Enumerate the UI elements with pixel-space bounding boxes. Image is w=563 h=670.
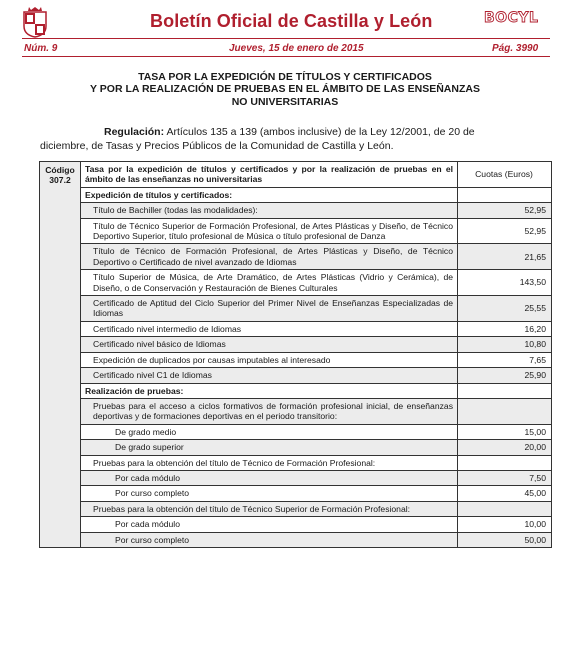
fee-description: Pruebas para la obtención del título de Técnico Superior de Formación Profesional: <box>81 501 458 516</box>
fee-amount <box>458 455 552 470</box>
fee-row <box>40 352 552 367</box>
fee-row <box>40 455 552 470</box>
fee-description: Por curso completo <box>81 486 458 501</box>
regulation-paragraph <box>40 125 530 153</box>
fee-row <box>40 244 552 270</box>
fee-amount: 25,90 <box>458 368 552 383</box>
header-top-rule <box>22 38 550 39</box>
bocyl-logo: BOCYL <box>484 10 539 26</box>
fee-amount: 7,65 <box>458 352 552 367</box>
code-cell <box>40 162 81 548</box>
fee-description: Por cada módulo <box>81 517 458 532</box>
fee-row <box>40 368 552 383</box>
fee-row <box>40 486 552 501</box>
fee-description: Título de Bachiller (todas las modalidades): <box>81 203 458 218</box>
fee-amount: 20,00 <box>458 440 552 455</box>
fee-amount: 45,00 <box>458 486 552 501</box>
fee-description: De grado medio <box>81 424 458 439</box>
fee-row <box>40 296 552 322</box>
page-number: Pág. 3990 <box>492 43 539 54</box>
fee-row <box>40 470 552 485</box>
fee-description: Título Superior de Música, de Arte Dramático, de Artes Plásticas (Vidrio y Cerámica), de Diseño, o de Conservación y Restauración de Bienes Culturales <box>81 270 458 296</box>
fee-description: Título de Técnico de Formación Profesional, de Artes Plásticas y Diseño, de Técnico Deportivo o Certificado de nivel avanzado de Idiomas <box>81 244 458 270</box>
fee-description: Certificado nivel intermedio de Idiomas <box>81 321 458 336</box>
fee-description: Realización de pruebas: <box>81 383 458 398</box>
title-line: Y POR LA REALIZACIÓN DE PRUEBAS EN EL ÁMBITO DE LAS ENSEÑANZAS <box>90 83 480 96</box>
fee-description: Por cada módulo <box>81 470 458 485</box>
coat-of-arms-icon <box>22 6 48 38</box>
fee-description: Pruebas para la obtención del título de Técnico de Formación Profesional: <box>81 455 458 470</box>
fee-amount: 52,95 <box>458 218 552 244</box>
regulation-label: Regulación: <box>104 126 165 138</box>
fee-amount <box>458 383 552 398</box>
fee-amount: 52,95 <box>458 203 552 218</box>
title-line: NO UNIVERSITARIAS <box>231 95 339 108</box>
section-row <box>40 383 552 398</box>
fee-description: Certificado nivel C1 de Idiomas <box>81 368 458 383</box>
code-value: 307.2 <box>49 175 71 186</box>
code-label: Código <box>45 165 75 175</box>
fee-amount: 143,50 <box>458 270 552 296</box>
fee-row <box>40 517 552 532</box>
fee-description: De grado superior <box>81 440 458 455</box>
fee-row <box>40 501 552 516</box>
fee-table <box>39 161 552 548</box>
fee-row <box>40 424 552 439</box>
fee-amount: 16,20 <box>458 321 552 336</box>
fee-description: Expedición de duplicados por causas imputables al interesado <box>81 352 458 367</box>
fee-description: Certificado de Aptitud del Ciclo Superior del Primer Nivel de Enseñanzas Especializadas de Idiomas <box>81 296 458 322</box>
header-bottom-rule <box>22 56 550 57</box>
fee-amount <box>458 501 552 516</box>
section-row <box>40 187 552 202</box>
fee-row <box>40 337 552 352</box>
fee-amount: 50,00 <box>458 532 552 547</box>
fee-amount <box>458 187 552 202</box>
fee-row <box>40 270 552 296</box>
fee-row <box>40 440 552 455</box>
issue-date: Jueves, 15 de enero de 2015 <box>229 43 364 54</box>
fee-amount: 21,65 <box>458 244 552 270</box>
regulation-text-1: Artículos 135 a 139 (ambos inclusive) de la Ley 12/2001, de 20 de <box>166 126 475 138</box>
fee-header: Cuotas (Euros) <box>458 162 552 188</box>
fee-row <box>40 532 552 547</box>
fee-description: Pruebas para el acceso a ciclos formativos de formación profesional inicial, de enseñanzas deportivas y de formaciones deportivas en el periodo transitorio: <box>81 398 458 424</box>
table-header-row <box>40 162 552 188</box>
fee-row <box>40 218 552 244</box>
fee-description: Por curso completo <box>81 532 458 547</box>
fee-row <box>40 203 552 218</box>
title-line: TASA POR LA EXPEDICIÓN DE TÍTULOS Y CERTIFICADOS <box>138 71 432 83</box>
document-title <box>40 71 530 108</box>
fee-amount: 10,00 <box>458 517 552 532</box>
fee-description: Certificado nivel básico de Idiomas <box>81 337 458 352</box>
fee-description: Título de Técnico Superior de Formación Profesional, de Artes Plásticas y Diseño, de Técnico Deportivo Superior, título profesional de Música o título profesional de Danza <box>81 218 458 244</box>
bulletin-title: Boletín Oficial de Castilla y León <box>150 11 433 31</box>
regulation-text-2: diciembre, de Tasas y Precios Públicos de la Comunidad de Castilla y León. <box>40 140 394 152</box>
description-header: Tasa por la expedición de títulos y certificados y por la realización de pruebas en el ámbito de las enseñanzas no universitarias <box>81 162 458 188</box>
fee-row <box>40 321 552 336</box>
fee-description: Expedición de títulos y certificados: <box>81 187 458 202</box>
fee-amount: 7,50 <box>458 470 552 485</box>
fee-amount: 10,80 <box>458 337 552 352</box>
fee-row <box>40 398 552 424</box>
fee-amount: 25,55 <box>458 296 552 322</box>
fee-amount: 15,00 <box>458 424 552 439</box>
fee-amount <box>458 398 552 424</box>
issue-number: Núm. 9 <box>24 43 58 54</box>
